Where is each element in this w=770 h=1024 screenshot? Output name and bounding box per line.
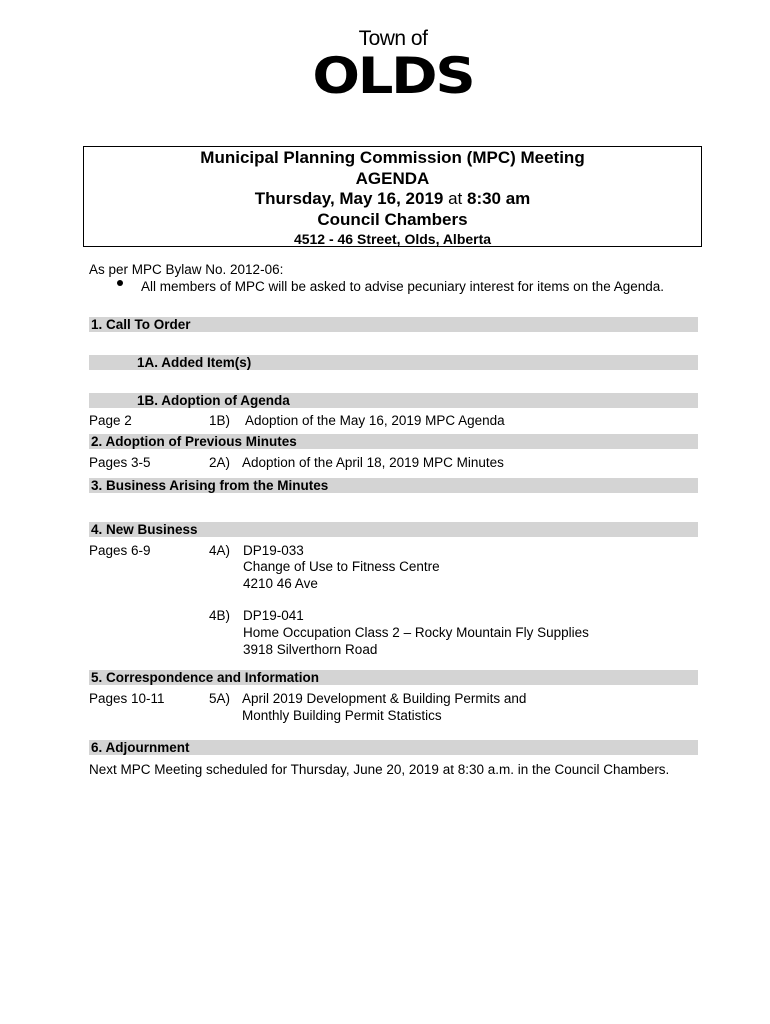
- agenda-heading: AGENDA: [355, 168, 430, 188]
- item-4b-address: 3918 Silverthorn Road: [243, 642, 378, 657]
- item-5a-line1: April 2019 Development & Building Permits and: [242, 691, 527, 706]
- item-4a-permit: DP19-033: [243, 543, 304, 558]
- bullet-icon: [117, 280, 123, 286]
- item-code-1b: 1B): [209, 413, 231, 428]
- page-ref-5a: Pages 10-11: [89, 691, 165, 706]
- page-ref-4: Pages 6-9: [89, 543, 151, 558]
- item-code-4b: 4B): [209, 608, 231, 623]
- agenda-header-box: [83, 146, 702, 247]
- logo-main-text: OLDS: [312, 47, 474, 105]
- section-heading-adoption-of-agenda: 1B. Adoption of Agenda: [137, 393, 290, 408]
- item-4b-permit: DP19-041: [243, 608, 304, 623]
- meeting-address: 4512 - 46 Street, Olds, Alberta: [293, 231, 492, 247]
- section-heading-new-business: 4. New Business: [91, 522, 198, 537]
- item-4a-address: 4210 46 Ave: [243, 576, 318, 591]
- item-4b-description: Home Occupation Class 2 – Rocky Mountain Fly Supplies: [243, 625, 589, 640]
- pecuniary-interest-note: All members of MPC will be asked to advise pecuniary interest for items on the Agenda.: [141, 279, 664, 294]
- page-ref-2a: Pages 3-5: [89, 455, 151, 470]
- item-text-2a: Adoption of the April 18, 2019 MPC Minutes: [242, 455, 504, 470]
- section-heading-correspondence: 5. Correspondence and Information: [91, 670, 320, 685]
- meeting-date-day: Thursday, May 16, 2019: [254, 189, 444, 208]
- meeting-location: Council Chambers: [317, 209, 468, 229]
- meeting-date: [84, 189, 701, 210]
- meeting-title: Municipal Planning Commission (MPC) Meeting: [200, 148, 585, 167]
- item-code-2a: 2A): [209, 455, 231, 470]
- town-of-olds-logo: [312, 27, 474, 105]
- bylaw-text: As per MPC Bylaw No. 2012-06:: [89, 262, 284, 277]
- section-heading-added-items: 1A. Added Item(s): [137, 355, 252, 370]
- section-heading-business-arising: 3. Business Arising from the Minutes: [91, 478, 329, 493]
- logo-top-text: Town of: [358, 27, 428, 50]
- page-ref-1b: Page 2: [89, 413, 132, 428]
- section-heading-adjournment: 6. Adjournment: [91, 740, 190, 755]
- next-meeting-note: Next MPC Meeting scheduled for Thursday, June 20, 2019 at 8:30 a.m. in the Council Chambers.: [89, 762, 670, 777]
- item-4a-description: Change of Use to Fitness Centre: [243, 559, 440, 574]
- section-heading-call-to-order: 1. Call To Order: [91, 317, 191, 332]
- item-text-1b: Adoption of the May 16, 2019 MPC Agenda: [245, 413, 505, 428]
- meeting-time: 8:30 am: [466, 189, 531, 208]
- item-5a-line2: Monthly Building Permit Statistics: [242, 708, 442, 723]
- item-code-4a: 4A): [209, 543, 231, 558]
- meeting-date-at: at: [443, 189, 467, 208]
- section-heading-previous-minutes: 2. Adoption of Previous Minutes: [91, 434, 297, 449]
- item-code-5a: 5A): [209, 691, 231, 706]
